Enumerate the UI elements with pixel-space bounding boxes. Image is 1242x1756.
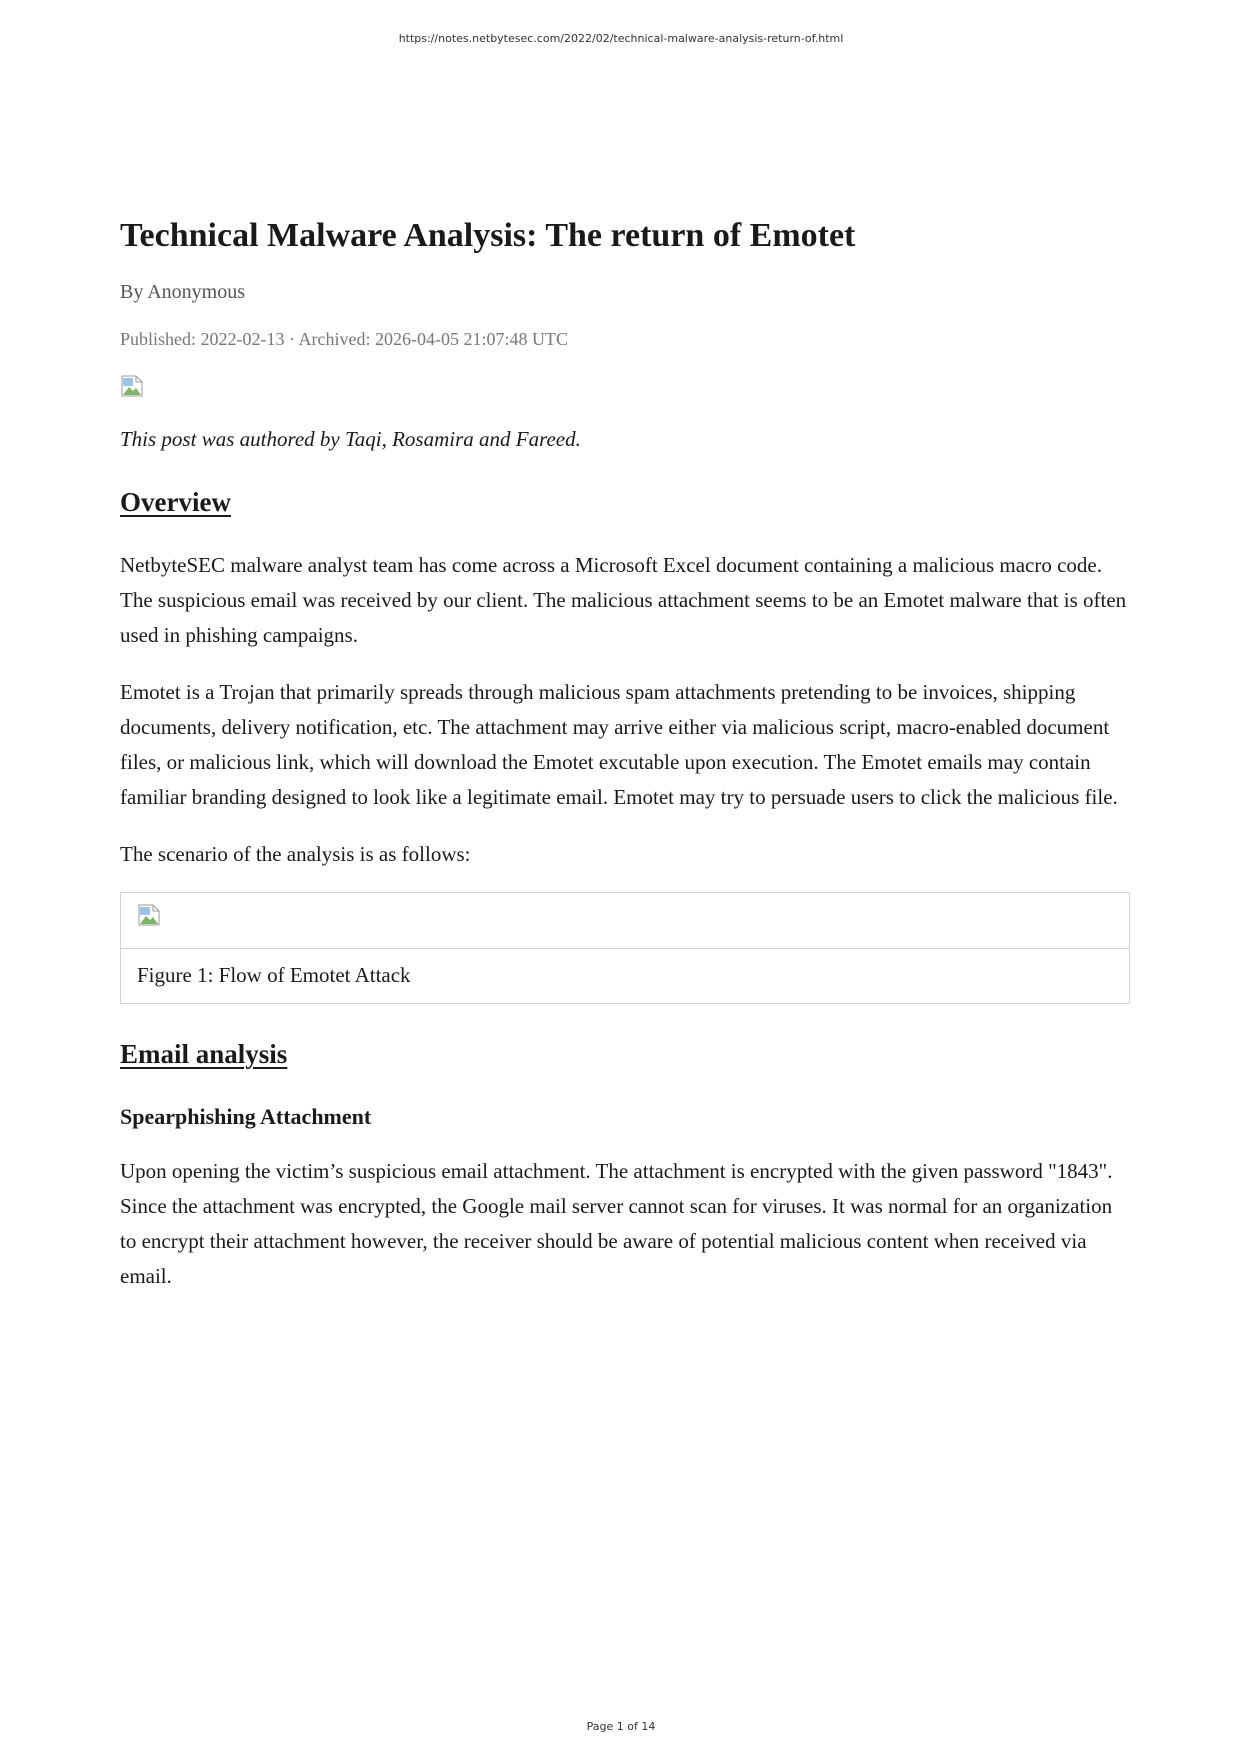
email-analysis-heading: Email analysis — [120, 1039, 288, 1069]
overview-paragraph-1: NetbyteSEC malware analyst team has come across a Microsoft Excel document containing a malicious macro code. The suspicious email was received by our client. The malicious attachment seems to be an Emotet malware that is often used in phishing campaigns. — [120, 553, 1127, 647]
overview-paragraph-3: The scenario of the analysis is as follows: — [120, 842, 471, 866]
email-analysis-paragraph-1: Upon opening the victim’s suspicious email attachment. The attachment is encrypted with the given password "1843". Since the attachment was encrypted, the Google mail server cannot scan for viruses. It was normal for an organization to encrypt their attachment however, the receiver should be aware of potential malicious content when received via email. — [120, 1159, 1113, 1288]
page-url: https://notes.netbytesec.com/2022/02/technical-malware-analysis-return-of.html — [398, 32, 844, 45]
article-title: Technical Malware Analysis: The return of Emotet — [120, 217, 856, 254]
figure-caption: Figure 1: Flow of Emotet Attack — [137, 963, 411, 987]
broken-image-icon — [137, 903, 161, 927]
spearphishing-heading: Spearphishing Attachment — [120, 1104, 372, 1129]
overview-heading: Overview — [120, 487, 231, 517]
figure-image-cell — [121, 893, 1129, 949]
broken-image-icon — [120, 374, 144, 398]
byline: By Anonymous — [120, 281, 246, 303]
article — [120, 214, 1130, 1294]
figure-table — [120, 892, 1130, 1004]
author-note: This post was authored by Taqi, Rosamira and Fareed. — [120, 427, 581, 451]
overview-paragraph-2: Emotet is a Trojan that primarily spreads through malicious spam attachments pretending to be invoices, shipping documents, delivery notification, etc. The attachment may arrive either via malicious script, macro-enabled document files, or malicious link, which will download the Emotet excutable upon execution. The Emotet emails may contain familiar branding designed to look like a legitimate email. Emotet may try to persuade users to click the malicious file. — [120, 680, 1118, 809]
publish-meta: Published: 2022-02-13 · Archived: 2026-04-05 21:07:48 UTC — [120, 329, 568, 349]
page-number: Page 1 of 14 — [586, 1720, 656, 1733]
